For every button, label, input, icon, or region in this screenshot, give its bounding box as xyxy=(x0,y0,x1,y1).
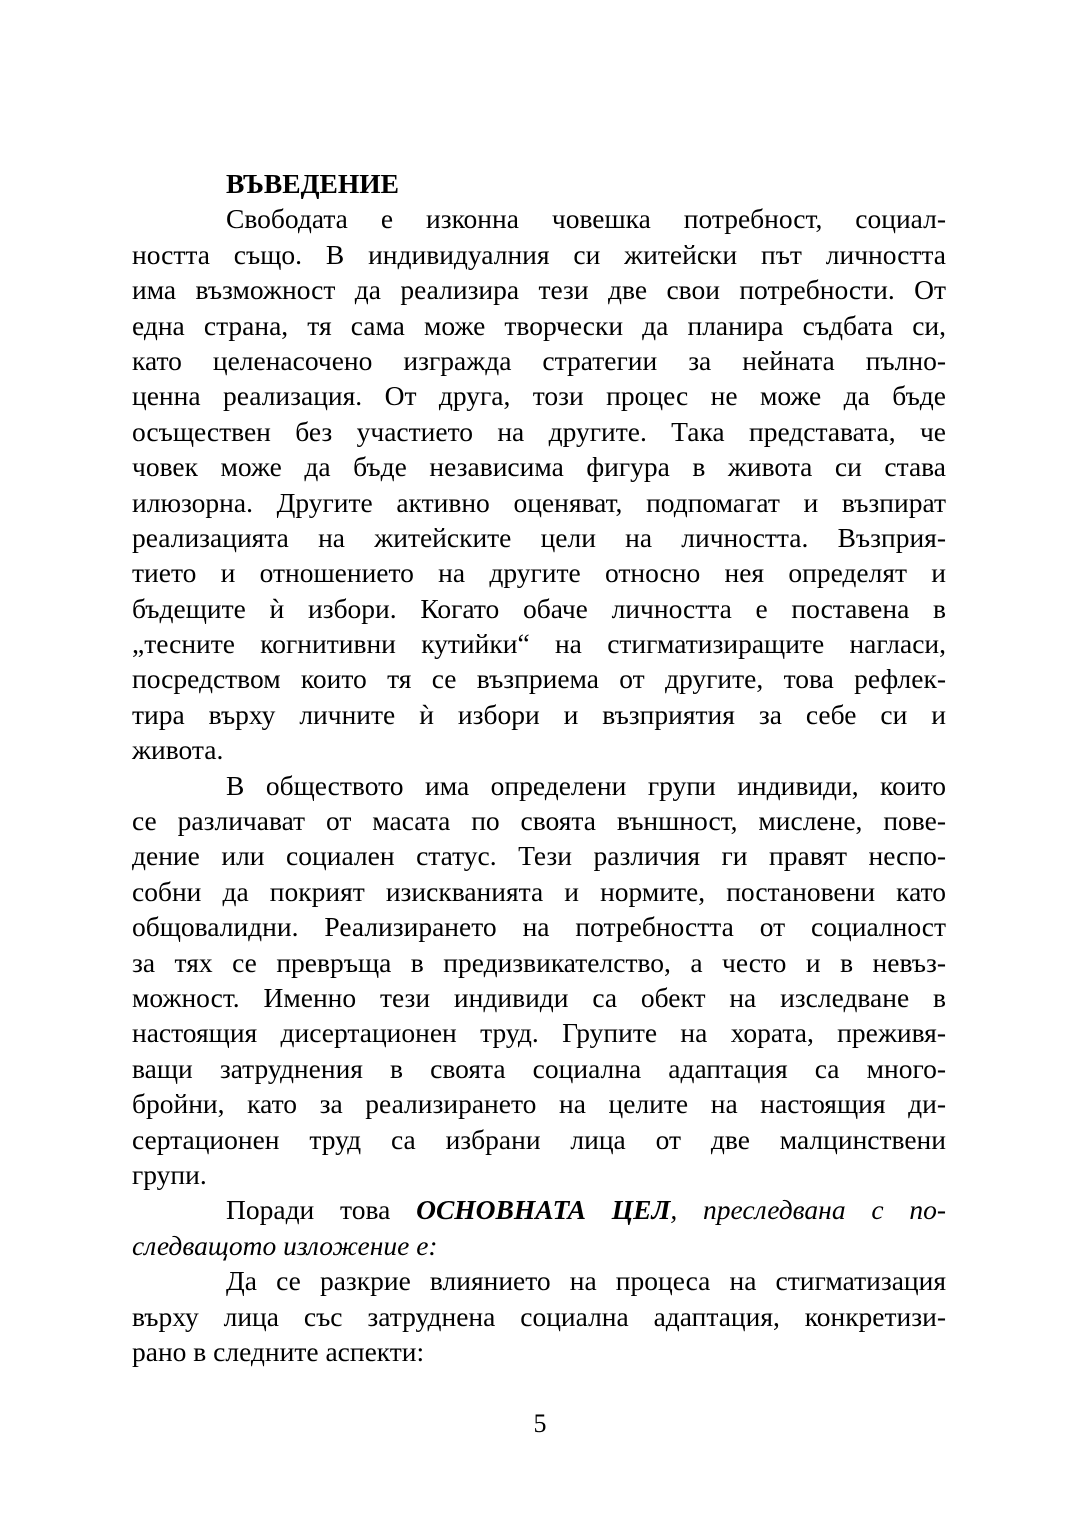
text-line: можност. Именно тези индивиди са обект на изследване в xyxy=(132,981,946,1013)
text-line: ценна реализация. От друга, този процес не може да бъде xyxy=(132,380,946,412)
paragraph-aspects xyxy=(132,1263,946,1369)
text-line: има възможност да реализира тези две свои потребности. От xyxy=(132,274,946,306)
page-number: 5 xyxy=(533,1409,547,1438)
text-line: Да се разкрие влиянието на процеса на стигматизация xyxy=(226,1265,946,1297)
paragraph-groups xyxy=(132,768,946,1193)
paragraph-main-goal xyxy=(132,1192,946,1263)
goal-emphasis: ОСНОВНАТА ЦЕЛ xyxy=(416,1194,671,1226)
text-line: върху лица със затруднена социална адаптация, конкретизи- xyxy=(132,1300,946,1332)
text-line: тира върху личните ѝ избори и възприятия за себе си и xyxy=(132,698,946,730)
text-line: бъдещите ѝ избори. Когато обаче личността е поставена в xyxy=(132,592,946,624)
text-line: посредством които тя се възприема от другите, това рефлек- xyxy=(132,663,946,695)
text-line: дение или социален статус. Тези различия ги правят неспо- xyxy=(132,840,946,872)
text-line: реализацията на житейските цели на личността. Възприя- xyxy=(132,521,946,553)
text-line: като целенасочено изгражда стратегии за нейната пълно- xyxy=(132,344,946,376)
text-line: живота. xyxy=(132,734,224,766)
text-line: сертационен труд са избрани лица от две малцинствени xyxy=(132,1123,946,1155)
body-text xyxy=(132,166,946,1369)
text-line: една страна, тя сама може творчески да планира съдбата си, xyxy=(132,309,946,341)
goal-line xyxy=(132,1192,946,1227)
text-line: „тесните когнитивни кутийки“ на стигматизиращите нагласи, xyxy=(132,628,946,660)
goal-line-continued: следващото изложение е: xyxy=(132,1229,438,1261)
paragraph-intro xyxy=(132,201,946,767)
text-line: ността също. В индивидуалния си житейски път личността xyxy=(132,238,946,270)
section-heading: ВЪВЕДЕНИЕ xyxy=(226,168,399,199)
text-line: за тях се превръща в предизвикателство, а често и в невъз- xyxy=(132,946,946,978)
text-line: Свободата е изконна човешка потребност, социал- xyxy=(226,203,946,235)
text-line: тието и отношението на другите относно нея определят и xyxy=(132,557,946,589)
text-line: човек може да бъде независима фигура в живота си става xyxy=(132,451,946,483)
text-line: рано в следните аспекти: xyxy=(132,1335,425,1367)
goal-lead: Поради това xyxy=(226,1194,417,1226)
text-line: В обществото има определени групи индивиди, които xyxy=(226,769,946,801)
text-line: ващи затруднения в своята социална адаптация са много- xyxy=(132,1052,946,1084)
text-line: осъществен без участието на другите. Така представата, че xyxy=(132,415,946,447)
text-line: бройни, като за реализирането на целите на настоящия ди- xyxy=(132,1088,946,1120)
text-line: илюзорна. Другите активно оценяват, подпомагат и възпират xyxy=(132,486,946,518)
text-line: собни да покрият изискванията и нормите, постановени като xyxy=(132,875,946,907)
text-line: групи. xyxy=(132,1158,207,1190)
goal-tail: , преследвана с по- xyxy=(670,1194,946,1226)
text-line: общовалидни. Реализирането на потребността от социалност xyxy=(132,911,946,943)
text-line: се различават от масата по своята външност, мислене, пове- xyxy=(132,805,946,837)
text-line: настоящия дисертационен труд. Групите на хората, преживя- xyxy=(132,1017,946,1049)
